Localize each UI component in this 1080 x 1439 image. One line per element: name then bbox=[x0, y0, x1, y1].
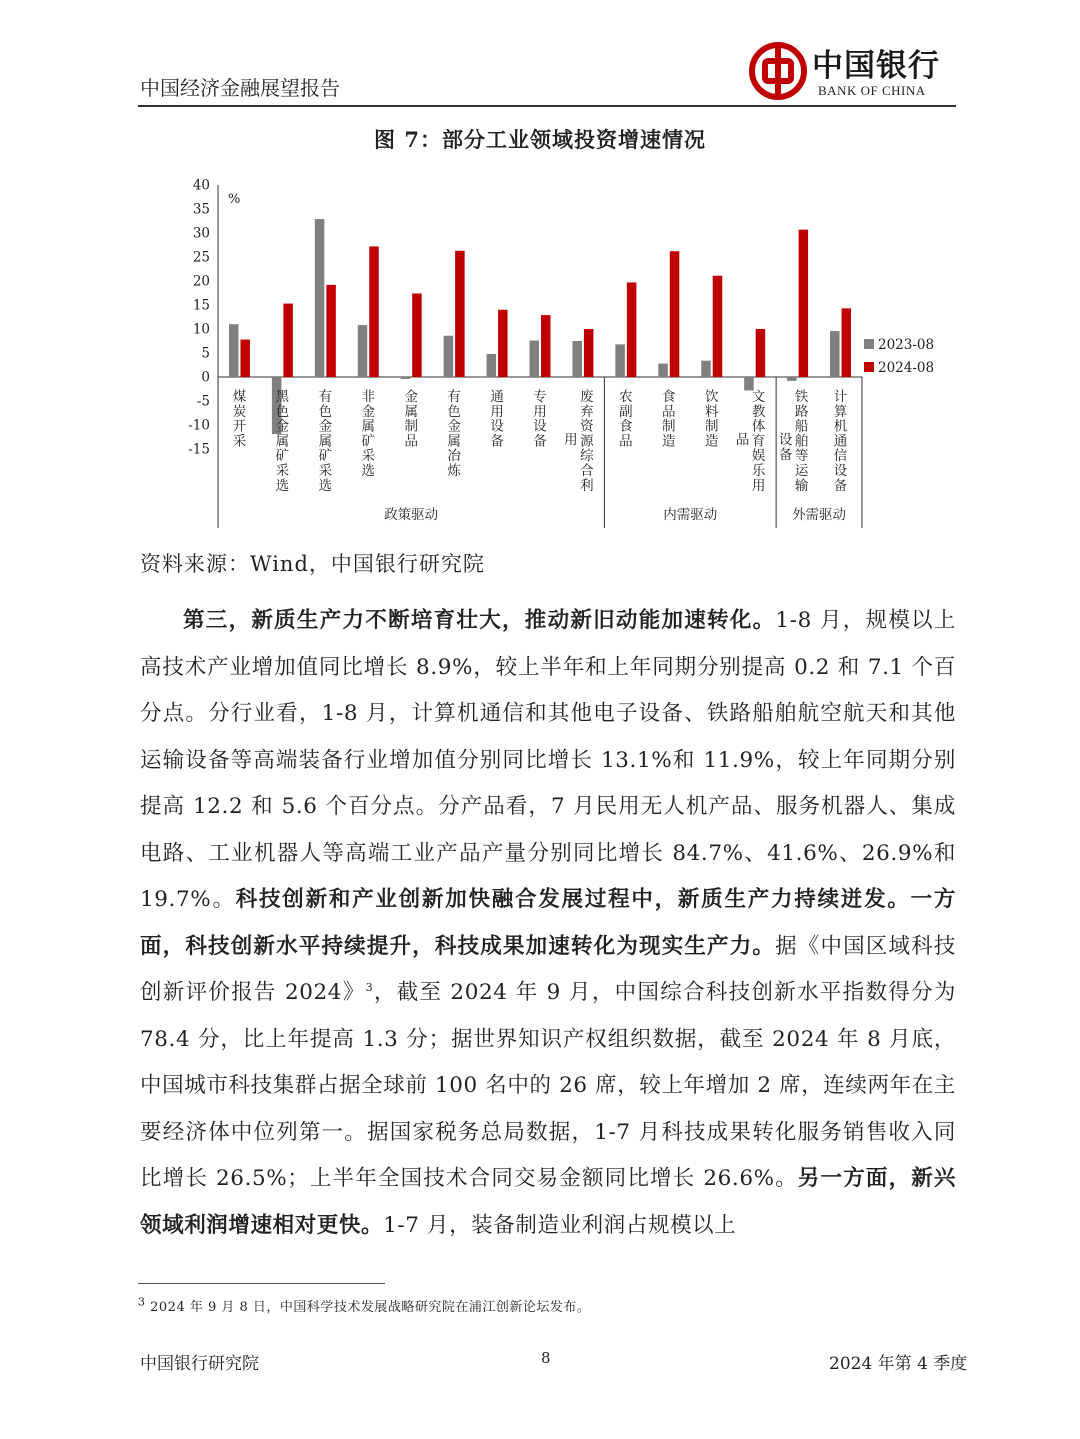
category-label-char: 源 bbox=[580, 433, 594, 450]
bar-2024-08-9 bbox=[584, 329, 594, 377]
bar-2024-08-1 bbox=[240, 340, 250, 377]
bar-2024-08-15 bbox=[842, 308, 852, 377]
footnote-mark: 3 bbox=[138, 1295, 146, 1309]
bar-2023-08-6 bbox=[444, 336, 454, 377]
bar-2024-08-6 bbox=[455, 251, 465, 377]
bar-2023-08-7 bbox=[487, 354, 497, 377]
category-label-char: 品 bbox=[735, 432, 750, 448]
category-label-char: 机 bbox=[833, 418, 848, 435]
header-rule bbox=[138, 105, 956, 107]
category-label-char: 体 bbox=[751, 418, 766, 435]
category-label-char: 采 bbox=[232, 433, 247, 450]
footnote-text: 2024 年 9 月 8 日，中国科学技术发展战略研究院在浦江创新论坛发布。 bbox=[150, 1300, 591, 1315]
bar-2023-08-3 bbox=[315, 219, 325, 377]
y-tick-label: 5 bbox=[201, 345, 210, 362]
category-label-char: 用 bbox=[751, 477, 766, 494]
bar-2023-08-10 bbox=[615, 344, 625, 377]
figure-source: 资料来源：Wind，中国银行研究院 bbox=[140, 552, 485, 576]
category-label-char: 属 bbox=[447, 433, 461, 450]
category-label-char: 制 bbox=[704, 418, 719, 435]
y-tick-label: -5 bbox=[196, 393, 210, 410]
body-text bbox=[140, 598, 956, 1249]
category-label-char: 信 bbox=[833, 448, 848, 465]
category-label-char: 冶 bbox=[447, 448, 461, 465]
legend-label-2023-08: 2023-08 bbox=[878, 337, 935, 353]
figure-title: 图 7：部分工业领域投资增速情况 bbox=[374, 127, 706, 152]
category-label-char: 制 bbox=[662, 418, 676, 435]
bar-2024-08-13 bbox=[756, 329, 766, 377]
category-label-char: 选 bbox=[361, 463, 376, 479]
bar-2024-08-5 bbox=[412, 293, 422, 377]
category-label-char: 综 bbox=[580, 448, 594, 465]
category-label-char: 铁 bbox=[794, 389, 809, 405]
category-label-char: 通 bbox=[833, 433, 848, 450]
category-label-char: 用 bbox=[490, 403, 504, 420]
bar-2023-08-11 bbox=[658, 364, 668, 377]
category-label-char: 属 bbox=[361, 418, 376, 435]
category-label-char: 输 bbox=[794, 477, 809, 494]
bar-2024-08-2 bbox=[283, 304, 293, 377]
investment-growth-bar-chart bbox=[180, 176, 960, 532]
text-run-1: 1-8 月，规模以上高技术产业增加值同比增长 8.9%，较上半年和上年同期分别提高 0.2 和 7.1 个百分点。分行业看，1-8 月，计算机通信和其他电子设备、铁路船舶航空航天和其他运输设备等高端装备行业增加值分别同比增长 13.1%和 11.9%，较上年同期分别提高 12.2 和 5.6 个百分点。分产品看，7 月民用无人机产品、服务机器人、集成电路、工业机器人等高端工业产品产量分别同比增长 84.7%、41.6%、26.9%和 19.7%。 bbox=[140, 608, 956, 912]
category-label-char: 属 bbox=[275, 433, 290, 450]
bar-2024-08-12 bbox=[713, 276, 723, 377]
y-tick-label: 0 bbox=[201, 369, 210, 386]
legend-swatch-2023-08 bbox=[864, 339, 874, 349]
category-label-char: 食 bbox=[662, 389, 676, 405]
bar-2024-08-4 bbox=[369, 246, 379, 377]
bar-2024-08-3 bbox=[326, 285, 336, 377]
y-tick-label: 25 bbox=[192, 249, 210, 266]
category-label-char: 废 bbox=[580, 389, 594, 405]
category-label-char: 金 bbox=[361, 403, 376, 420]
category-label-char: 设 bbox=[533, 418, 547, 435]
bar-2023-08-15 bbox=[830, 331, 840, 377]
text-run-3: ，截至 2024 年 9 月，中国综合科技创新水平指数得分为 78.4 分，比上年提高 1.3 分；据世界知识产权组织数据，截至 2024 年 8 月底，中国城市科技集群占据全球前 100 名中的 26 席，较上年增加 2 席，连续两年在主要经济体中位列第一。据国家税务总局数据，1-7 月科技成果转化服务销售收入同比增长 26.5%；上半年全国技术合同交易金额同比增长 26.6%。 bbox=[140, 980, 956, 1191]
category-label-char: 选 bbox=[275, 477, 290, 494]
category-label-char: 教 bbox=[751, 403, 766, 420]
bar-2024-08-10 bbox=[627, 282, 637, 377]
category-label-char: 副 bbox=[619, 403, 633, 420]
category-label-char: 备 bbox=[533, 433, 547, 450]
category-label-char: 采 bbox=[318, 463, 333, 479]
category-label-char: 资 bbox=[580, 418, 594, 435]
group-label: 外需驱动 bbox=[792, 507, 847, 523]
category-label-char: 有 bbox=[318, 389, 333, 405]
category-label-char: 色 bbox=[275, 403, 290, 420]
bar-2023-08-12 bbox=[701, 361, 711, 377]
category-label-char: 采 bbox=[275, 463, 290, 479]
report-title: 中国经济金融展望报告 bbox=[140, 76, 340, 100]
category-label-char: 通 bbox=[490, 389, 504, 405]
footnote bbox=[138, 1296, 590, 1315]
text-run-4: 1-7 月，装备制造业利润占规模以上 bbox=[383, 1212, 737, 1238]
bar-2023-08-9 bbox=[572, 341, 582, 377]
bold-lead-2: 科技创新和产业创新加快融合发展过程中，新质生产力持续迸发。一方面，科技创新水平持续提升，科技成果加速转化为现实生产力。 bbox=[140, 887, 956, 959]
y-tick-label: 15 bbox=[192, 297, 210, 314]
category-label-char: 矿 bbox=[275, 448, 290, 465]
category-label-char: 专 bbox=[533, 389, 547, 405]
bold-lead-1: 第三，新质生产力不断培育壮大，推动新旧动能加速转化。 bbox=[183, 608, 776, 633]
category-label-char: 属 bbox=[404, 403, 418, 420]
category-label-char: 制 bbox=[404, 418, 418, 435]
category-label-char: 农 bbox=[619, 389, 633, 405]
category-label-char: 合 bbox=[580, 463, 594, 479]
category-label-char: 弃 bbox=[580, 403, 594, 420]
category-label-char: 色 bbox=[318, 403, 333, 420]
y-tick-label: 20 bbox=[192, 273, 210, 290]
bar-2023-08-14 bbox=[787, 377, 797, 381]
boc-emblem-icon bbox=[748, 40, 810, 102]
category-label-char: 备 bbox=[833, 477, 848, 494]
bar-2023-08-5 bbox=[401, 377, 411, 379]
category-label-char: 有 bbox=[447, 389, 461, 405]
y-axis-unit: % bbox=[228, 192, 241, 207]
y-tick-label: 10 bbox=[192, 321, 210, 338]
category-label-char: 非 bbox=[361, 389, 376, 405]
category-label-char: 金 bbox=[404, 389, 418, 405]
category-label-char: 用 bbox=[564, 432, 578, 448]
category-label-char: 备 bbox=[778, 446, 793, 463]
category-label-char: 育 bbox=[751, 433, 766, 450]
category-label-char: 炼 bbox=[447, 463, 461, 479]
bar-2023-08-1 bbox=[229, 324, 239, 377]
category-label-char: 炭 bbox=[232, 403, 247, 420]
category-label-char: 舶 bbox=[794, 433, 809, 450]
category-label-char: 料 bbox=[704, 403, 719, 420]
bar-2024-08-11 bbox=[670, 251, 680, 377]
y-tick-label: 40 bbox=[192, 177, 210, 194]
category-label-char: 采 bbox=[361, 448, 376, 465]
y-tick-label: 35 bbox=[192, 201, 210, 218]
bank-logo bbox=[748, 40, 958, 102]
bold-lead-3: 另一方面，新兴领域利润增速相对更快。 bbox=[140, 1166, 957, 1238]
y-tick-label: -15 bbox=[188, 441, 210, 458]
category-label-char: 品 bbox=[619, 433, 633, 450]
y-tick-label: 30 bbox=[192, 225, 210, 242]
category-label-char: 路 bbox=[794, 403, 809, 420]
legend-swatch-2024-08 bbox=[864, 362, 874, 372]
category-label-char: 造 bbox=[704, 433, 719, 450]
category-label-char: 金 bbox=[447, 418, 461, 435]
group-label: 内需驱动 bbox=[663, 507, 718, 523]
category-label-char: 文 bbox=[751, 389, 766, 405]
logo-chinese-name: 中国银行 bbox=[812, 48, 940, 84]
category-label-char: 娱 bbox=[751, 448, 766, 465]
category-label-char: 备 bbox=[490, 433, 504, 450]
category-label-char: 黑 bbox=[275, 389, 290, 405]
paragraph bbox=[140, 598, 956, 1249]
bar-2023-08-4 bbox=[358, 325, 368, 377]
footnote-rule bbox=[138, 1283, 385, 1284]
category-label-char: 食 bbox=[619, 418, 633, 435]
category-label-char: 设 bbox=[833, 463, 848, 479]
category-label-char: 设 bbox=[490, 418, 504, 435]
text-run-2: 据《中国区域科技创新评价报告 2024》 bbox=[140, 933, 956, 1005]
category-label-char: 乐 bbox=[751, 463, 766, 479]
category-label-char: 矿 bbox=[361, 433, 376, 450]
y-tick-label: -10 bbox=[188, 417, 210, 434]
category-label-char: 品 bbox=[404, 433, 418, 450]
bar-2024-08-8 bbox=[541, 315, 551, 377]
category-label-char: 开 bbox=[232, 418, 247, 435]
category-label-char: 品 bbox=[662, 403, 676, 420]
category-label-char: 造 bbox=[662, 433, 676, 450]
category-label-char: 色 bbox=[447, 403, 461, 420]
bar-2024-08-14 bbox=[799, 230, 809, 377]
footnote-ref[interactable]: 3 bbox=[365, 980, 374, 994]
category-label-char: 利 bbox=[580, 477, 594, 494]
category-label-char: 金 bbox=[275, 418, 290, 435]
category-label-char: 计 bbox=[833, 389, 848, 405]
category-label-char: 选 bbox=[318, 477, 333, 494]
category-label-char: 运 bbox=[794, 463, 809, 479]
logo-english-name: BANK OF CHINA bbox=[818, 83, 926, 98]
category-label-char: 船 bbox=[794, 418, 809, 435]
category-label-char: 用 bbox=[533, 403, 547, 420]
page-number: 8 bbox=[541, 1349, 551, 1367]
category-label-char: 矿 bbox=[318, 448, 333, 465]
group-label: 政策驱动 bbox=[384, 507, 439, 523]
category-label-char: 金 bbox=[318, 418, 333, 435]
bar-2023-08-8 bbox=[530, 341, 540, 377]
category-label-char: 属 bbox=[318, 433, 333, 450]
category-label-char: 饮 bbox=[704, 389, 719, 405]
footer-institute: 中国银行研究院 bbox=[140, 1354, 259, 1374]
category-label-char: 等 bbox=[794, 448, 809, 465]
legend-label-2024-08: 2024-08 bbox=[878, 360, 935, 376]
category-label-char: 煤 bbox=[232, 389, 247, 405]
bar-2024-08-7 bbox=[498, 310, 508, 377]
footer-quarter: 2024 年第 4 季度 bbox=[829, 1354, 968, 1374]
category-label-char: 设 bbox=[778, 432, 793, 448]
category-label-char: 算 bbox=[833, 403, 848, 420]
